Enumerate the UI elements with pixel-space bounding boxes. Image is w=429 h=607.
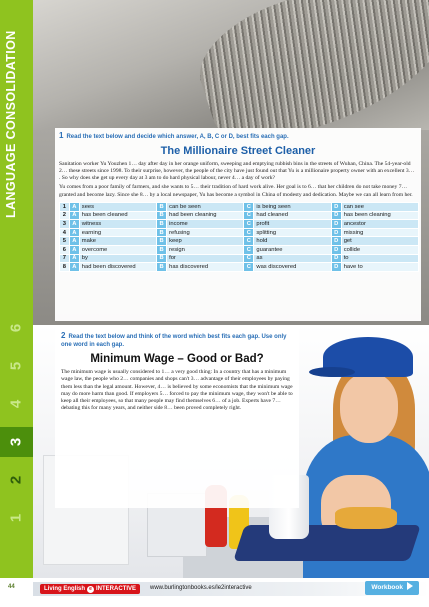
- website-link[interactable]: www.burlingtonbooks.es/le2interactive: [150, 585, 252, 591]
- option-row: [60, 202, 419, 211]
- option-a[interactable]: make: [79, 237, 156, 246]
- option-a[interactable]: had been discovered: [79, 263, 156, 272]
- section-title: LANGUAGE CONSOLIDATION: [4, 30, 18, 218]
- option-letter-a: A: [69, 237, 79, 246]
- option-row: [60, 237, 419, 246]
- worker-face: [340, 373, 398, 443]
- page-footer: [0, 578, 429, 607]
- option-letter-a: A: [69, 220, 79, 229]
- option-letter-d: D: [331, 211, 341, 220]
- option-b[interactable]: has discovered: [167, 263, 244, 272]
- option-letter-c: C: [244, 263, 254, 272]
- option-letter-c: C: [244, 211, 254, 220]
- option-letter-d: D: [331, 237, 341, 246]
- option-letter-d: D: [331, 220, 341, 229]
- option-letter-b: B: [157, 254, 167, 263]
- option-d[interactable]: have to: [341, 263, 418, 272]
- page-number: 44: [8, 584, 15, 590]
- option-letter-d: D: [331, 202, 341, 211]
- option-b[interactable]: resign: [167, 245, 244, 254]
- workbook-button[interactable]: Workbook: [365, 581, 419, 595]
- unit-number-5[interactable]: 5: [7, 361, 25, 371]
- option-letter-a: A: [69, 202, 79, 211]
- unit-index: [0, 310, 33, 540]
- question-number: 6: [60, 245, 70, 254]
- exercise-1-paragraph: Yu comes from a poor family of farmers, and she wants to 5… their tradition of hard work alive. Her goal is to 6… that her children do not take money 7… granted and become lazy. Since she 8… by a local newspaper, Yu has become a symbol in China of modesty and dedication. Maybe we can all learn from her.: [59, 184, 413, 198]
- question-number: 8: [60, 263, 70, 272]
- unit-number-6[interactable]: 6: [7, 323, 25, 333]
- question-number: 7: [60, 254, 70, 263]
- option-a[interactable]: sees: [79, 202, 156, 211]
- option-b[interactable]: can be seen: [167, 202, 244, 211]
- option-d[interactable]: get: [341, 237, 418, 246]
- unit-number-4[interactable]: 4: [7, 399, 25, 409]
- broom-graphic: [185, 0, 429, 130]
- fries-graphic: [335, 507, 397, 529]
- exercise-1-instruction: 1 Read the text below and decide which answer, A, B, C or D, best fits each gap.: [59, 131, 289, 140]
- option-d[interactable]: missing: [341, 228, 418, 237]
- option-letter-b: B: [157, 228, 167, 237]
- brand-mark-icon: e: [87, 586, 94, 593]
- option-letter-c: C: [244, 254, 254, 263]
- option-letter-b: B: [157, 263, 167, 272]
- exercise-2-panel: [55, 328, 299, 508]
- exercise-2-title: Minimum Wage – Good or Bad?: [90, 353, 264, 365]
- arrow-right-icon: [407, 582, 413, 590]
- answer-options-table: [59, 202, 419, 272]
- worker-cap-brim: [309, 367, 355, 377]
- option-a[interactable]: earning: [79, 228, 156, 237]
- option-row: [60, 211, 419, 220]
- exercise-2-instruction: 2 Read the text below and think of the word which best fits each gap. Use only one word in each gap.: [61, 331, 287, 348]
- option-c[interactable]: guarantee: [254, 245, 331, 254]
- option-row: [60, 254, 419, 263]
- option-c[interactable]: had cleaned: [254, 211, 331, 220]
- option-a[interactable]: has been cleaned: [79, 211, 156, 220]
- option-a[interactable]: by: [79, 254, 156, 263]
- option-letter-b: B: [157, 220, 167, 229]
- option-row: [60, 220, 419, 229]
- option-letter-b: B: [157, 202, 167, 211]
- option-letter-c: C: [244, 220, 254, 229]
- exercise-1-text: [59, 161, 417, 199]
- option-letter-b: B: [157, 211, 167, 220]
- option-c[interactable]: was discovered: [254, 263, 331, 272]
- option-letter-b: B: [157, 237, 167, 246]
- question-number: 4: [60, 228, 70, 237]
- option-letter-a: A: [69, 263, 79, 272]
- option-letter-a: A: [69, 228, 79, 237]
- option-a[interactable]: overcome: [79, 245, 156, 254]
- option-d[interactable]: collide: [341, 245, 418, 254]
- option-letter-c: C: [244, 245, 254, 254]
- option-letter-c: C: [244, 228, 254, 237]
- option-letter-a: A: [69, 254, 79, 263]
- unit-number-1[interactable]: 1: [7, 513, 25, 523]
- question-number: 5: [60, 237, 70, 246]
- unit-number-2[interactable]: 2: [7, 475, 25, 485]
- option-d[interactable]: has been cleaning: [341, 211, 418, 220]
- option-letter-b: B: [157, 245, 167, 254]
- option-d[interactable]: to: [341, 254, 418, 263]
- option-letter-a: A: [69, 211, 79, 220]
- option-b[interactable]: for: [167, 254, 244, 263]
- option-letter-d: D: [331, 245, 341, 254]
- option-letter-c: C: [244, 202, 254, 211]
- option-c[interactable]: splitting: [254, 228, 331, 237]
- option-row: [60, 228, 419, 237]
- option-c[interactable]: profit: [254, 220, 331, 229]
- option-b[interactable]: income: [167, 220, 244, 229]
- exercise-2-text: [61, 369, 293, 413]
- unit-number-3[interactable]: 3: [7, 437, 25, 447]
- option-d[interactable]: can see: [341, 202, 418, 211]
- option-letter-d: D: [331, 263, 341, 272]
- option-letter-c: C: [244, 237, 254, 246]
- option-c[interactable]: as: [254, 254, 331, 263]
- option-b[interactable]: keep: [167, 237, 244, 246]
- exercise-1-paragraph: Sanitation worker Yu Youzhen 1… day after day in her orange uniform, sweeping and emptying rubbish bins in the streets of Wuhan, China. The 54-year-old 2… these streets since 1998. To their surprise, however, the people of the city have just found out that Yu is a millionaire property owner with an excellent 3… . So why does she get up every day at 3 am to do hard physical labour, never 4… a day of work?: [59, 160, 415, 182]
- tray-graphic: [233, 525, 421, 561]
- unit-spine: [0, 0, 33, 578]
- option-b[interactable]: had been cleaning: [167, 211, 244, 220]
- option-d[interactable]: ancestor: [341, 220, 418, 229]
- exercise-1-title: The Millionaire Street Cleaner: [160, 144, 316, 157]
- option-row: [60, 245, 419, 254]
- option-c[interactable]: hold: [254, 237, 331, 246]
- option-letter-a: A: [69, 245, 79, 254]
- option-a[interactable]: witness: [79, 220, 156, 229]
- brand-logo: Living English e INTERACTIVE: [40, 584, 140, 594]
- option-b[interactable]: refusing: [167, 228, 244, 237]
- option-letter-d: D: [331, 228, 341, 237]
- street-cleaning-photo: [33, 0, 429, 130]
- exercise-1-panel: [55, 128, 421, 321]
- exercise-1-number: 1: [59, 131, 64, 140]
- option-c[interactable]: is being seen: [254, 202, 331, 211]
- question-number: 3: [60, 220, 70, 229]
- option-letter-d: D: [331, 254, 341, 263]
- exercise-2-number: 2: [61, 331, 66, 340]
- question-number: 1: [60, 202, 70, 211]
- question-number: 2: [60, 211, 70, 220]
- exercise-2-paragraph: The minimum wage is usually considered to 1… a very good thing: In a country that has a minimum wage law, the people who 2… companies and shops can't 3… advantage of their employees by paying them less than the legal amount. However, 4… is believed by some economists that the minimum wage may do more harm than good. If employers 5… forced to pay the minimum wage, they won't be able to keep all their employees, so that many people may find themselves 6… of a job. Experts have 7… debating this for many years, and neither side 8… been proved completely right.: [61, 369, 293, 412]
- option-row: [60, 263, 419, 272]
